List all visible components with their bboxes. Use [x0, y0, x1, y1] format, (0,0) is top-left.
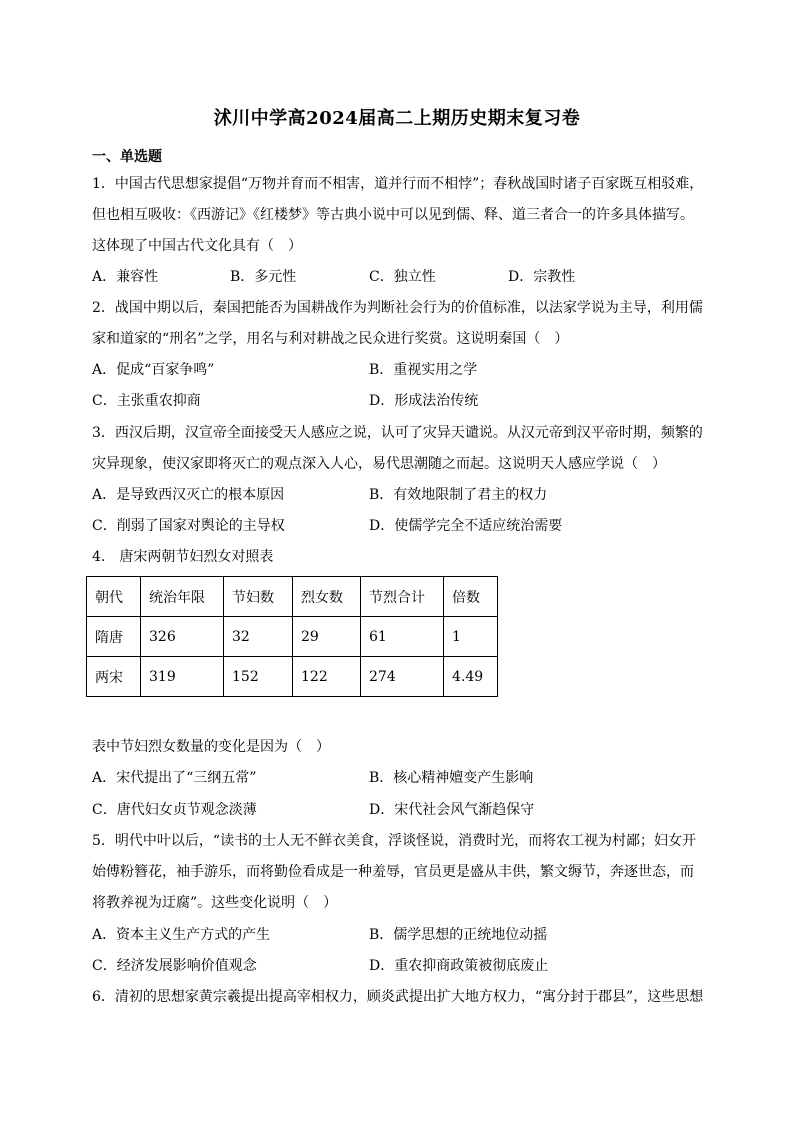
q4-option-b: B．核心精神嬗变产生影响 — [369, 770, 534, 786]
q5-line-2: 始傅粉簪花，袖手游乐，而将勤俭看成是一种羞辱，官员更是盛从丰供，繁文缛节，奔逐世态，而 — [92, 864, 694, 880]
q4-stem: 表中节妇烈女数量的变化是因为（ ） — [92, 739, 330, 755]
data-table — [86, 576, 498, 697]
table-cell: 32 — [224, 617, 293, 657]
table-cell: 61 — [361, 617, 444, 657]
q2-line-2: 家和道家的“刑名”之学，用名与利对耕战之民众进行奖赏。这说明秦国（ ） — [92, 331, 569, 347]
q1-line-1: 1．中国古代思想家提倡“万物并育而不相害，道并行而不相悖”；春秋战国时诸子百家既互相驳难， — [92, 176, 704, 192]
q3-option-c: C．削弱了国家对舆论的主导权 — [92, 518, 285, 534]
q2-option-d: D．形成法治传统 — [369, 393, 479, 409]
q5-line-3: 将教养视为迂腐”。这些变化说明（ ） — [92, 895, 338, 911]
q5-option-a: A．资本主义生产方式的产生 — [92, 927, 271, 943]
q1-option-c: C．独立性 — [369, 269, 436, 285]
table-cell: 274 — [361, 657, 444, 697]
table-header-cell: 朝代 — [87, 577, 141, 617]
q5-option-b: B．儒学思想的正统地位动摇 — [369, 927, 548, 943]
table-cell: 两宋 — [87, 657, 141, 697]
table-cell: 29 — [293, 617, 361, 657]
table-cell: 4.49 — [444, 657, 498, 697]
q4-option-c: C．唐代妇女贞节观念淡薄 — [92, 802, 257, 818]
page-title: 沭川中学高2024届高二上期历史期末复习卷 — [213, 108, 581, 129]
table-header-cell: 烈女数 — [293, 577, 361, 617]
q4-caption: 4． 唐宋两朝节妇烈女对照表 — [92, 549, 274, 565]
table-cell: 152 — [224, 657, 293, 697]
q2-line-1: 2．战国中期以后，秦国把能否为国耕战作为判断社会行为的价值标准，以法家学说为主导，利用儒 — [92, 300, 703, 316]
q2-option-a: A．促成“百家争鸣” — [92, 362, 215, 378]
q5-option-c: C．经济发展影响价值观念 — [92, 958, 257, 974]
q1-option-a: A．兼容性 — [92, 269, 159, 285]
table-cell: 326 — [141, 617, 224, 657]
table-header-row — [87, 577, 498, 617]
q1-line-2: 但也相互吸收：《西游记》《红楼梦》等古典小说中可以见到儒、释、道三者合一的许多具体描写。 — [92, 207, 694, 223]
table-cell: 319 — [141, 657, 224, 697]
q5-option-d: D．重农抑商政策被彻底废止 — [369, 958, 549, 974]
table-row — [87, 617, 498, 657]
q5-line-1: 5．明代中叶以后，“读书的士人无不鲜衣美食，浮谈怪说，消费时光，而将农工视为村鄙；妇女开 — [92, 833, 697, 849]
q3-option-a: A．是导致西汉灭亡的根本原因 — [92, 487, 285, 503]
table-header-cell: 节妇数 — [224, 577, 293, 617]
section-heading: 一、单选题 — [92, 149, 162, 165]
q3-option-b: B．有效地限制了君主的权力 — [369, 487, 548, 503]
q3-option-d: D．使儒学完全不适应统治需要 — [369, 518, 563, 534]
table-header-cell: 统治年限 — [141, 577, 224, 617]
table-header-cell: 倍数 — [444, 577, 498, 617]
q6-line-1: 6．清初的思想家黄宗羲提出提高宰相权力，顾炎武提出扩大地方权力，“寓分封于郡县”，这些思想 — [92, 989, 704, 1005]
table-cell: 1 — [444, 617, 498, 657]
q1-option-b: B．多元性 — [230, 269, 297, 285]
table-row — [87, 657, 498, 697]
q1-option-d: D．宗教性 — [508, 269, 576, 285]
q3-line-2: 灾异现象，使汉家即将灭亡的观点深入人心，易代思潮随之而起。这说明天人感应学说（ ） — [92, 456, 666, 472]
table-header-cell: 节烈合计 — [361, 577, 444, 617]
q3-line-1: 3．西汉后期，汉宣帝全面接受天人感应之说，认可了灾异天谴说。从汉元帝到汉平帝时期，频繁的 — [92, 425, 703, 441]
q4-option-a: A．宋代提出了“三纲五常” — [92, 770, 257, 786]
q2-option-c: C．主张重农抑商 — [92, 393, 201, 409]
table-cell: 隋唐 — [87, 617, 141, 657]
q4-option-d: D．宋代社会风气渐趋保守 — [369, 802, 535, 818]
q1-line-3: 这体现了中国古代文化具有（ ） — [92, 238, 302, 254]
table-cell: 122 — [293, 657, 361, 697]
q2-option-b: B．重视实用之学 — [369, 362, 478, 378]
